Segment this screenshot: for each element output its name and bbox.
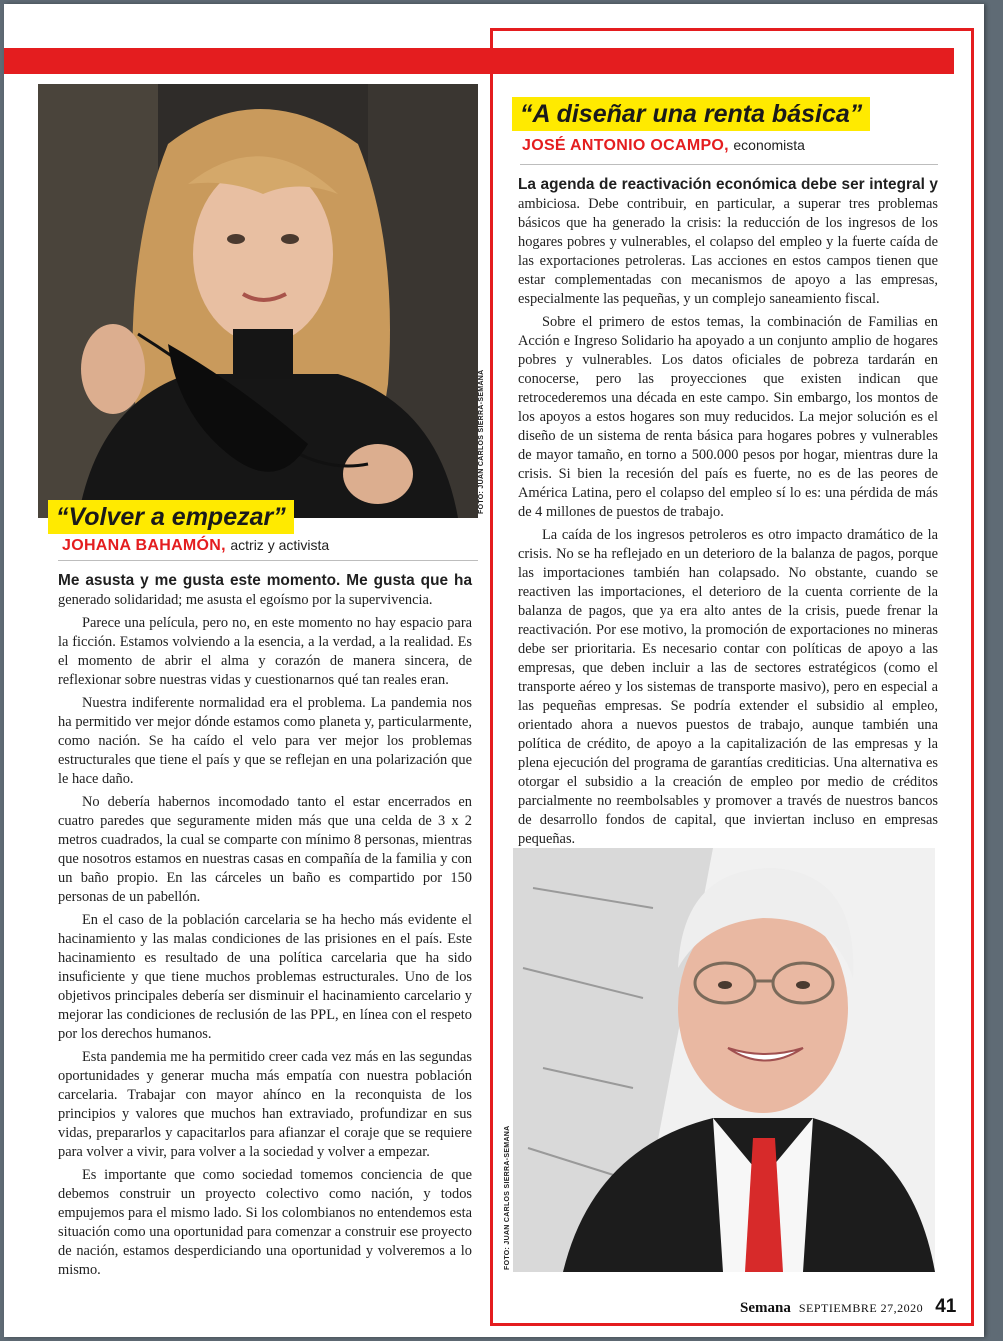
- left-lead-rest: generado solidaridad; me asusta el egoísmo por la supervivencia.: [58, 592, 433, 608]
- right-lead-paragraph: [518, 175, 938, 309]
- portrait-illustration: [38, 84, 478, 518]
- left-article-byline: [62, 537, 329, 555]
- right-lead-text: La agenda de reactivación económica debe ser integral y: [518, 176, 938, 193]
- right-lead-rest: ambiciosa. Debe contribuir, en particular, a superar tres problemas básicos que ha generado la crisis: la reducción de los ingresos de los hogares pobres y vulnerables, el colapso del empleo y la fuerte caída de las exportaciones petroleras. Las acciones en estos campos tienen que estar complementadas con mecanismos de apoyo a las empresas, especialmente las pequeñas, y un complejo saneamiento fiscal.: [518, 196, 938, 307]
- header-red-bar: [4, 48, 954, 74]
- page-footer: [740, 1296, 956, 1318]
- magazine-page: [4, 4, 984, 1337]
- page-number: 41: [935, 1296, 957, 1317]
- right-paragraph: Sobre el primero de estos temas, la combinación de Familias en Acción e Ingreso Solidario ha apoyado a un conjunto amplio de hogares pobres y vulnerables. Los datos oficiales de pobreza tardarán en conocerse, pero las proyecciones que existen indican que retrocederemos una década en este campo. Sin embargo, los montos de los apoyos a estos hogares son muy reducidos. La mejor solución es el diseño de un sistema de renta básica para hogares pobres y vulnerables de mayor tamaño, en torno a 500.000 pesos por hogar, mientras dure la crisis. Si bien la recesión del país es fuerte, no es de las peores de América Latina, pero el colapso del empleo sí lo es: una pérdida de más de 4 millones de puestos de trabajo.: [518, 314, 938, 520]
- left-article-title: “Volver a empezar”: [48, 500, 294, 534]
- right-author-name: JOSÉ ANTONIO OCAMPO,: [522, 137, 729, 154]
- magazine-name: Semana: [740, 1300, 791, 1316]
- left-lead-paragraph: [58, 571, 472, 610]
- left-author-role: actriz y activista: [230, 537, 330, 553]
- left-author-name: JOHANA BAHAMÓN,: [62, 537, 226, 554]
- photo-credit-right: FOTO: JUAN CARLOS SIERRA-SEMANA: [504, 1125, 511, 1270]
- left-lead-text: Me asusta y me gusta este momento. Me gusta que ha: [58, 572, 472, 589]
- issue-date: SEPTIEMBRE 27,2020: [798, 1301, 924, 1315]
- right-article-byline: [522, 137, 805, 155]
- photo-johana-bahamon: [38, 84, 478, 518]
- right-divider: [520, 164, 938, 165]
- left-paragraph: Nuestra indiferente normalidad era el problema. La pandemia nos ha permitido ver mejor dónde estamos como planeta y, particularmente, como nación. Se ha caído el velo para ver mejor los problemas estructurales que tiene el país y que se reflejan en una polarización que le hace daño.: [58, 695, 472, 787]
- right-article-title: “A diseñar una renta básica”: [512, 97, 870, 131]
- right-paragraph: La caída de los ingresos petroleros es otro impacto dramático de la crisis. No se ha reflejado en un deterioro de la balanza de pagos, porque las importaciones también han colapsado. No obstante, cuando se reactiven las importaciones, el deterioro de la cuenta corriente de la balanza de pagos, que ya era alto antes de la crisis, puede frenar la reactivación. Por ese motivo, la promoción de exportaciones no mineras debe ser prioritaria. Es necesario contar con políticas de apoyo a las empresas, que deben incluir a las de sectores estratégicos (como el transporte aéreo y los sistemas de transporte masivo), pero en especial a las pequeñas empresas. Se podría extender el subsidio al empleo, orientado ahora a nuevos puestos de trabajo, aunque también una política de crédito, de apoyo a la capitalización de las empresas y la plena ejecución del programa de garantías crediticias. Una alternativa es otorgar el subsidio a la creación de empleo por medio de créditos parcialmente no reembolsables y promover a través de nuestros bancos de desarrollo fondos de capital, que inviertan incluso en empresas pequeñas.: [518, 527, 938, 847]
- right-author-role: economista: [733, 137, 805, 153]
- left-article-body: [58, 571, 472, 1280]
- left-paragraph: No debería habernos incomodado tanto el estar encerrados en cuatro paredes que seguramente miden más que una celda de 3 x 2 metros cuadrados, la cual se comparte con mínimo 8 personas, mientras que nosotros estamos en nuestras casas en compañía de la familia y con un baño propio. En las cárceles un baño es compartido por 150 personas de un pabellón.: [58, 794, 472, 905]
- right-article-body: [518, 175, 938, 849]
- left-paragraph: Es importante que como sociedad tomemos conciencia de que debemos construir un proyecto colectivo como nación, y todos empujemos para el mismo lado. Si los colombianos no entendemos esta situación como una oportunidad para comenzar a construir ese proyecto de nación, estamos desperdiciando una oportunidad y volveremos a lo mismo.: [58, 1167, 472, 1278]
- left-paragraph: En el caso de la población carcelaria se ha hecho más evidente el hacinamiento y las malas condiciones de las prisiones en el país. Este hacinamiento es resultado de una política carcelaria que ha sido insuficiente y que tiene muchos problemas estructurales. Uno de los objetivos principales debería ser disminuir el hacinamiento carcelario y mejorar las condiciones de reclusión de las PPL, en línea con el respeto por los derechos humanos.: [58, 912, 472, 1042]
- photo-jose-antonio-ocampo: [513, 848, 935, 1272]
- left-paragraph: Parece una película, pero no, en este momento no hay espacio para la ficción. Estamos volviendo a la esencia, a la verdad, a la realidad. Es el momento de abrir el alma y corazón de manera sincera, de reflexionar sobre nuestras vidas y cuestionarnos qué tan reales eran.: [58, 615, 472, 688]
- left-divider: [58, 560, 478, 561]
- photo-credit-left: FOTO: JUAN CARLOS SIERRA-SEMANA: [478, 369, 485, 514]
- left-paragraph: Esta pandemia me ha permitido creer cada vez más en las segundas oportunidades y generar mucha más empatía con nuestra población carcelaria. Trabajar con mayor ahínco en la reconquista de los principios y valores que muchos han extraviado, profundizar en sus vidas, prepararlos y capacitarlos para afianzar el coraje que se requiere para volver a vivir, para volver a la sociedad y volver a empezar.: [58, 1049, 472, 1160]
- portrait-illustration: [513, 848, 935, 1272]
